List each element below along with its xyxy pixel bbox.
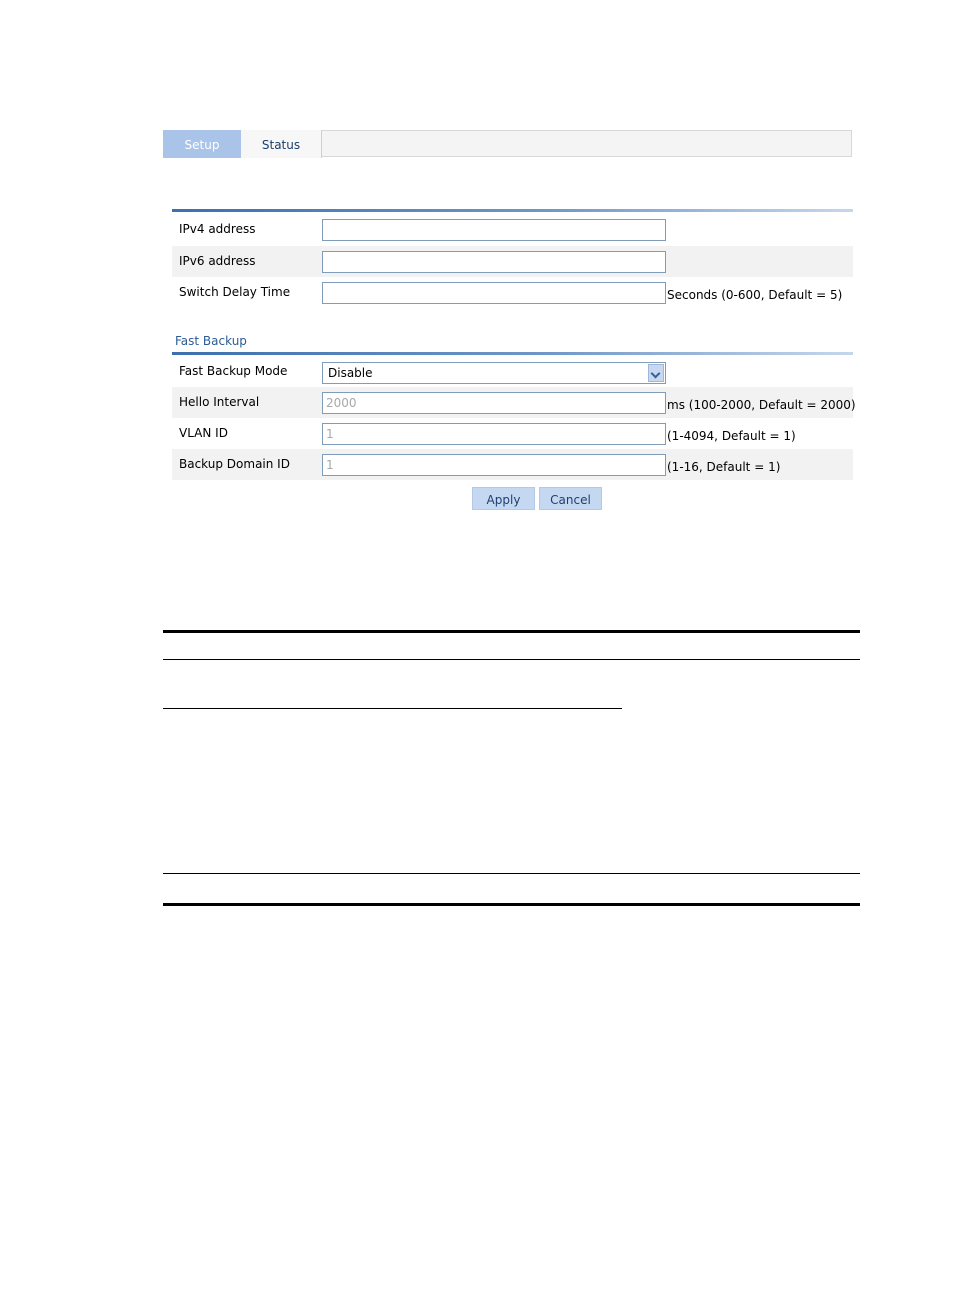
ipv6-row (172, 246, 853, 277)
fast-backup-mode-value: Disable (328, 366, 373, 380)
ipv4-row (172, 214, 853, 245)
switch-delay-row (172, 277, 853, 308)
fast-backup-mode-row (172, 356, 853, 387)
switch-delay-hint: Seconds (0-600, Default = 5) (667, 288, 843, 302)
hello-interval-label: Hello Interval (179, 395, 260, 409)
section-divider (172, 209, 853, 212)
hello-interval-row (172, 387, 856, 418)
backup-domain-row (172, 449, 853, 480)
table-top-rule (163, 630, 860, 633)
fast-backup-mode-select[interactable] (322, 362, 666, 384)
hello-interval-input[interactable]: 2000 (322, 392, 666, 414)
cancel-button[interactable]: Cancel (539, 487, 602, 510)
ipv4-label: IPv4 address (179, 222, 256, 236)
backup-domain-label: Backup Domain ID (179, 457, 290, 471)
fast-backup-divider (172, 352, 853, 355)
table-bottom-rule (163, 903, 860, 906)
switch-delay-label: Switch Delay Time (179, 285, 291, 299)
vlan-id-row (172, 418, 853, 449)
hello-interval-hint: ms (100-2000, Default = 2000) (667, 398, 856, 412)
ipv6-input[interactable] (322, 251, 666, 273)
ipv4-input[interactable] (322, 219, 666, 241)
tab-setup[interactable]: Setup (163, 130, 241, 158)
tab-status[interactable]: Status (241, 130, 322, 158)
table-inner-rule (163, 708, 622, 709)
backup-domain-input[interactable]: 1 (322, 454, 666, 476)
fast-backup-mode-label: Fast Backup Mode (179, 364, 288, 378)
apply-button[interactable]: Apply (472, 487, 535, 510)
vlan-id-label: VLAN ID (179, 426, 228, 440)
table-header-rule (163, 659, 860, 660)
fast-backup-title: Fast Backup (175, 334, 247, 348)
ipv6-label: IPv6 address (179, 254, 256, 268)
table-row-rule (163, 873, 860, 874)
vlan-id-hint: (1-4094, Default = 1) (667, 429, 796, 443)
chevron-down-icon[interactable] (648, 364, 664, 382)
switch-delay-input[interactable] (322, 282, 666, 304)
tab-bar (163, 130, 852, 157)
vlan-id-input[interactable]: 1 (322, 423, 666, 445)
backup-domain-hint: (1-16, Default = 1) (667, 460, 781, 474)
